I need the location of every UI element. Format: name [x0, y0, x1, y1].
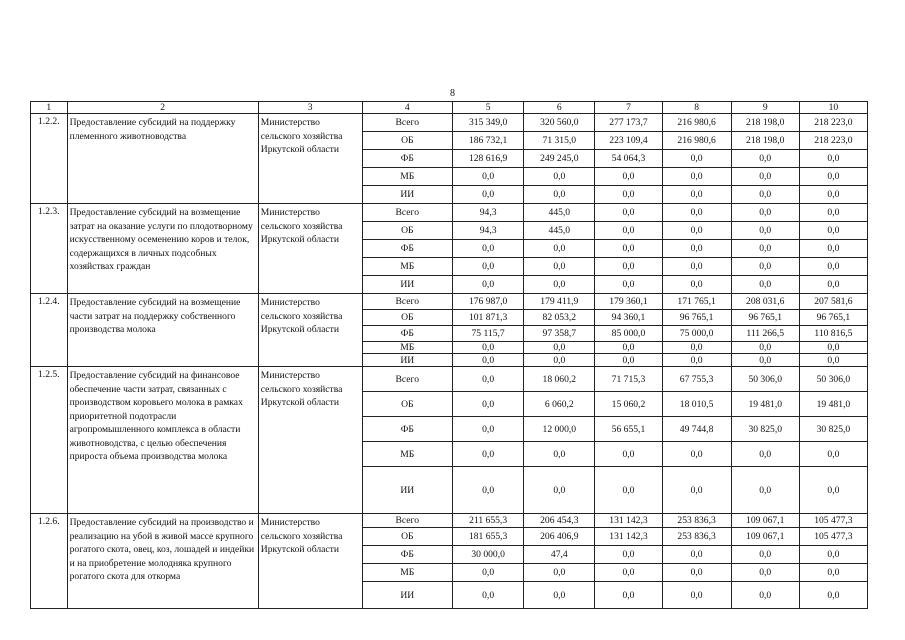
- amount-cell: 96 765,1: [731, 310, 799, 326]
- section-number: 1.2.2.: [31, 114, 68, 204]
- funding-source: Всего: [362, 294, 453, 310]
- amount-cell: 0,0: [662, 442, 731, 467]
- amount-cell: 0,0: [799, 222, 867, 240]
- amount-cell: 445,0: [524, 204, 595, 222]
- amount-cell: 208 031,6: [731, 294, 799, 310]
- amount-cell: 0,0: [731, 582, 799, 609]
- amount-cell: 82 053,2: [524, 310, 595, 326]
- amount-cell: 218 223,0: [799, 132, 867, 150]
- amount-cell: 0,0: [595, 564, 662, 582]
- amount-cell: 49 744,8: [662, 417, 731, 442]
- column-header: 3: [258, 102, 362, 114]
- amount-cell: 0,0: [662, 546, 731, 564]
- amount-cell: 75 115,7: [453, 326, 524, 342]
- funding-source: ИИ: [362, 186, 453, 204]
- funding-source: Всего: [362, 204, 453, 222]
- amount-cell: 0,0: [799, 168, 867, 186]
- amount-cell: 0,0: [662, 467, 731, 514]
- amount-cell: 253 836,3: [662, 528, 731, 546]
- amount-cell: 0,0: [453, 168, 524, 186]
- amount-cell: 0,0: [524, 467, 595, 514]
- amount-cell: 94,3: [453, 222, 524, 240]
- amount-cell: 0,0: [453, 582, 524, 609]
- amount-cell: 128 616,9: [453, 150, 524, 168]
- measure-description: Предоставление субсидий на поддержку племенного животноводства: [67, 114, 258, 204]
- amount-cell: 0,0: [799, 582, 867, 609]
- amount-cell: 207 581,6: [799, 294, 867, 310]
- table-row: [31, 114, 868, 132]
- section-number: 1.2.3.: [31, 204, 68, 294]
- amount-cell: 216 980,6: [662, 132, 731, 150]
- amount-cell: 0,0: [731, 546, 799, 564]
- amount-cell: 0,0: [524, 442, 595, 467]
- funding-source: ФБ: [362, 150, 453, 168]
- funding-source: ФБ: [362, 417, 453, 442]
- amount-cell: 71 715,3: [595, 367, 662, 392]
- funding-source: ИИ: [362, 276, 453, 294]
- amount-cell: 0,0: [799, 354, 867, 367]
- amount-cell: 0,0: [662, 222, 731, 240]
- funding-source: Всего: [362, 367, 453, 392]
- amount-cell: 101 871,3: [453, 310, 524, 326]
- amount-cell: 0,0: [524, 258, 595, 276]
- amount-cell: 0,0: [799, 564, 867, 582]
- table-row: [31, 294, 868, 310]
- table-row: [31, 367, 868, 392]
- amount-cell: 0,0: [524, 582, 595, 609]
- funding-source: ОБ: [362, 392, 453, 417]
- column-header: 4: [362, 102, 453, 114]
- amount-cell: 0,0: [453, 258, 524, 276]
- amount-cell: 131 142,3: [595, 514, 662, 528]
- amount-cell: 0,0: [453, 186, 524, 204]
- amount-cell: 0,0: [595, 354, 662, 367]
- amount-cell: 0,0: [731, 150, 799, 168]
- amount-cell: 30 000,0: [453, 546, 524, 564]
- amount-cell: 0,0: [524, 240, 595, 258]
- amount-cell: 171 765,1: [662, 294, 731, 310]
- amount-cell: 218 198,0: [731, 132, 799, 150]
- amount-cell: 0,0: [453, 442, 524, 467]
- amount-cell: 71 315,0: [524, 132, 595, 150]
- amount-cell: 206 454,3: [524, 514, 595, 528]
- measure-description: Предоставление субсидий на возмещение затрат на оказание услуги по плодотворному искусственному осеменению коров и телок, содержащихся в личных подсобных хозяйствах граждан: [67, 204, 258, 294]
- funding-source: ОБ: [362, 310, 453, 326]
- responsible-body: Министерство сельского хозяйства Иркутской области: [258, 514, 362, 609]
- section-number: 1.2.5.: [31, 367, 68, 514]
- amount-cell: 0,0: [453, 276, 524, 294]
- amount-cell: 0,0: [662, 150, 731, 168]
- funding-source: ИИ: [362, 467, 453, 514]
- table-body: [31, 102, 868, 609]
- amount-cell: 0,0: [799, 442, 867, 467]
- amount-cell: 96 765,1: [662, 310, 731, 326]
- budget-table: [30, 101, 868, 609]
- amount-cell: 97 358,7: [524, 326, 595, 342]
- funding-source: МБ: [362, 564, 453, 582]
- funding-source: МБ: [362, 168, 453, 186]
- amount-cell: 0,0: [662, 204, 731, 222]
- amount-cell: 47,4: [524, 546, 595, 564]
- amount-cell: 0,0: [595, 276, 662, 294]
- amount-cell: 0,0: [731, 204, 799, 222]
- funding-source: Всего: [362, 514, 453, 528]
- amount-cell: 0,0: [662, 582, 731, 609]
- amount-cell: 216 980,6: [662, 114, 731, 132]
- amount-cell: 445,0: [524, 222, 595, 240]
- amount-cell: 0,0: [595, 582, 662, 609]
- amount-cell: 0,0: [662, 564, 731, 582]
- amount-cell: 253 836,3: [662, 514, 731, 528]
- responsible-body: Министерство сельского хозяйства Иркутской области: [258, 294, 362, 367]
- section-number: 1.2.4.: [31, 294, 68, 367]
- amount-cell: 0,0: [595, 467, 662, 514]
- amount-cell: 0,0: [662, 354, 731, 367]
- amount-cell: 0,0: [662, 186, 731, 204]
- amount-cell: 0,0: [662, 258, 731, 276]
- funding-source: Всего: [362, 114, 453, 132]
- amount-cell: 0,0: [731, 168, 799, 186]
- header-row: [31, 102, 868, 114]
- amount-cell: 0,0: [453, 342, 524, 354]
- amount-cell: 218 223,0: [799, 114, 867, 132]
- funding-source: МБ: [362, 442, 453, 467]
- amount-cell: 277 173,7: [595, 114, 662, 132]
- amount-cell: 0,0: [595, 186, 662, 204]
- amount-cell: 320 560,0: [524, 114, 595, 132]
- page-number: 8: [450, 88, 455, 99]
- column-header: 10: [799, 102, 867, 114]
- amount-cell: 0,0: [731, 276, 799, 294]
- amount-cell: 0,0: [731, 354, 799, 367]
- amount-cell: 0,0: [595, 222, 662, 240]
- amount-cell: 105 477,3: [799, 514, 867, 528]
- amount-cell: 19 481,0: [799, 392, 867, 417]
- amount-cell: 0,0: [595, 204, 662, 222]
- amount-cell: 109 067,1: [731, 514, 799, 528]
- amount-cell: 223 109,4: [595, 132, 662, 150]
- responsible-body: Министерство сельского хозяйства Иркутской области: [258, 204, 362, 294]
- amount-cell: 0,0: [524, 186, 595, 204]
- funding-source: ФБ: [362, 240, 453, 258]
- amount-cell: 50 306,0: [799, 367, 867, 392]
- amount-cell: 105 477,3: [799, 528, 867, 546]
- amount-cell: 0,0: [453, 367, 524, 392]
- table-row: [31, 514, 868, 528]
- amount-cell: 0,0: [731, 467, 799, 514]
- amount-cell: 0,0: [662, 342, 731, 354]
- amount-cell: 12 000,0: [524, 417, 595, 442]
- funding-source: ОБ: [362, 528, 453, 546]
- column-header: 6: [524, 102, 595, 114]
- amount-cell: 85 000,0: [595, 326, 662, 342]
- amount-cell: 0,0: [595, 240, 662, 258]
- amount-cell: 0,0: [799, 150, 867, 168]
- amount-cell: 54 064,3: [595, 150, 662, 168]
- column-header: 8: [662, 102, 731, 114]
- amount-cell: 18 060,2: [524, 367, 595, 392]
- amount-cell: 94 360,1: [595, 310, 662, 326]
- measure-description: Предоставление субсидий на финансовое обеспечение части затрат, связанных с производством коровьего молока в рамках приоритетной подотрасли агропромышленного комплекса в области животноводства, с целью обеспечения прироста объема производства молока: [67, 367, 258, 514]
- amount-cell: 96 765,1: [799, 310, 867, 326]
- amount-cell: 0,0: [731, 442, 799, 467]
- amount-cell: 186 732,1: [453, 132, 524, 150]
- measure-description: Предоставление субсидий на возмещение части затрат на поддержку собственного производства молока: [67, 294, 258, 367]
- amount-cell: 211 655,3: [453, 514, 524, 528]
- amount-cell: 18 010,5: [662, 392, 731, 417]
- amount-cell: 0,0: [453, 354, 524, 367]
- amount-cell: 6 060,2: [524, 392, 595, 417]
- amount-cell: 181 655,3: [453, 528, 524, 546]
- amount-cell: 179 411,9: [524, 294, 595, 310]
- funding-source: ФБ: [362, 326, 453, 342]
- amount-cell: 0,0: [595, 168, 662, 186]
- amount-cell: 176 987,0: [453, 294, 524, 310]
- amount-cell: 218 198,0: [731, 114, 799, 132]
- amount-cell: 0,0: [595, 258, 662, 276]
- amount-cell: 179 360,1: [595, 294, 662, 310]
- measure-description: Предоставление субсидий на производство и реализацию на убой в живой массе крупного рогатого скота, овец, коз, лошадей и индейки и на приобретение молодняка крупного рогатого скота для откорма: [67, 514, 258, 609]
- amount-cell: 0,0: [595, 342, 662, 354]
- amount-cell: 0,0: [524, 276, 595, 294]
- funding-source: ИИ: [362, 354, 453, 367]
- amount-cell: 0,0: [524, 342, 595, 354]
- funding-source: ФБ: [362, 546, 453, 564]
- amount-cell: 249 245,0: [524, 150, 595, 168]
- amount-cell: 0,0: [799, 240, 867, 258]
- amount-cell: 0,0: [595, 442, 662, 467]
- amount-cell: 15 060,2: [595, 392, 662, 417]
- amount-cell: 0,0: [799, 467, 867, 514]
- amount-cell: 0,0: [453, 417, 524, 442]
- amount-cell: 111 266,5: [731, 326, 799, 342]
- amount-cell: 0,0: [453, 564, 524, 582]
- amount-cell: 0,0: [595, 546, 662, 564]
- funding-source: ОБ: [362, 222, 453, 240]
- amount-cell: 75 000,0: [662, 326, 731, 342]
- amount-cell: 0,0: [731, 222, 799, 240]
- funding-source: МБ: [362, 258, 453, 276]
- amount-cell: 19 481,0: [731, 392, 799, 417]
- column-header: 9: [731, 102, 799, 114]
- amount-cell: 30 825,0: [799, 417, 867, 442]
- amount-cell: 110 816,5: [799, 326, 867, 342]
- amount-cell: 0,0: [662, 276, 731, 294]
- amount-cell: 0,0: [731, 342, 799, 354]
- amount-cell: 206 406,9: [524, 528, 595, 546]
- amount-cell: 0,0: [453, 467, 524, 514]
- amount-cell: 0,0: [731, 240, 799, 258]
- funding-source: ОБ: [362, 132, 453, 150]
- amount-cell: 0,0: [524, 354, 595, 367]
- column-header: 5: [453, 102, 524, 114]
- amount-cell: 0,0: [453, 392, 524, 417]
- amount-cell: 0,0: [662, 240, 731, 258]
- responsible-body: Министерство сельского хозяйства Иркутской области: [258, 114, 362, 204]
- amount-cell: 0,0: [524, 564, 595, 582]
- section-number: 1.2.6.: [31, 514, 68, 609]
- funding-source: МБ: [362, 342, 453, 354]
- amount-cell: 94,3: [453, 204, 524, 222]
- amount-cell: 0,0: [799, 276, 867, 294]
- amount-cell: 30 825,0: [731, 417, 799, 442]
- table-row: [31, 204, 868, 222]
- amount-cell: 131 142,3: [595, 528, 662, 546]
- amount-cell: 0,0: [799, 204, 867, 222]
- amount-cell: 0,0: [662, 168, 731, 186]
- amount-cell: 0,0: [731, 258, 799, 276]
- column-header: 2: [67, 102, 258, 114]
- column-header: 7: [595, 102, 662, 114]
- amount-cell: 56 655,1: [595, 417, 662, 442]
- amount-cell: 0,0: [524, 168, 595, 186]
- amount-cell: 0,0: [799, 342, 867, 354]
- amount-cell: 109 067,1: [731, 528, 799, 546]
- funding-source: ИИ: [362, 582, 453, 609]
- amount-cell: 50 306,0: [731, 367, 799, 392]
- amount-cell: 67 755,3: [662, 367, 731, 392]
- amount-cell: 0,0: [799, 186, 867, 204]
- amount-cell: 315 349,0: [453, 114, 524, 132]
- column-header: 1: [31, 102, 68, 114]
- amount-cell: 0,0: [731, 186, 799, 204]
- amount-cell: 0,0: [731, 564, 799, 582]
- amount-cell: 0,0: [799, 546, 867, 564]
- amount-cell: 0,0: [799, 258, 867, 276]
- amount-cell: 0,0: [453, 240, 524, 258]
- responsible-body: Министерство сельского хозяйства Иркутской области: [258, 367, 362, 514]
